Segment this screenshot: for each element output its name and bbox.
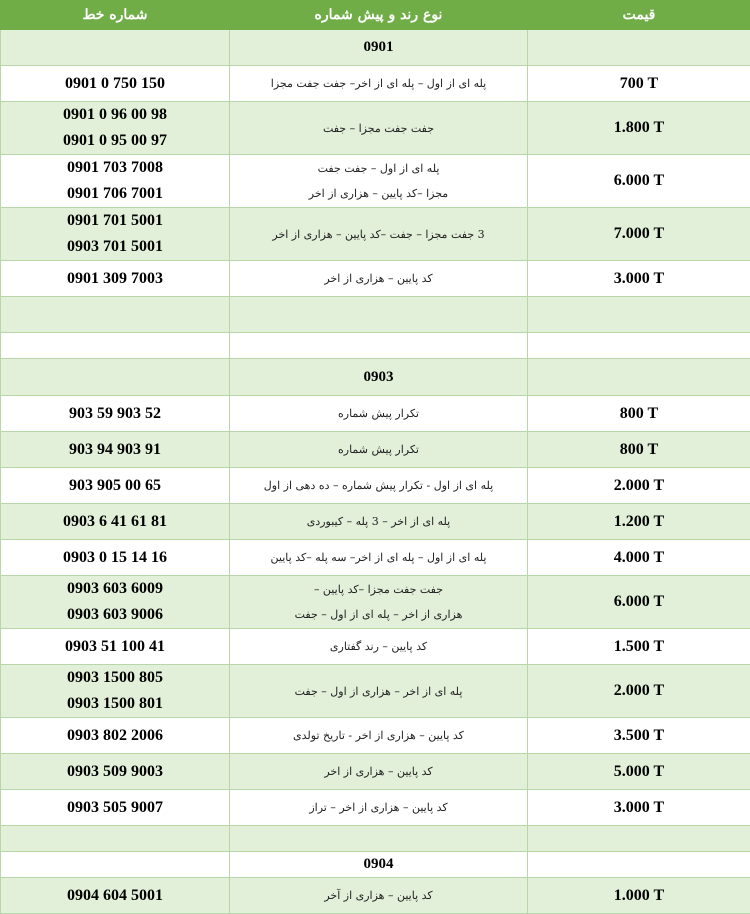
price: 1.500 T — [528, 629, 750, 665]
table-row — [1, 754, 750, 790]
rond-type: کد پایین – هزاری از اخر — [230, 754, 528, 790]
table-row — [1, 155, 750, 208]
section-row — [1, 30, 750, 66]
rond-type: پله ای از اول – پله ای از اخر– سه پله –کد پایین — [230, 540, 528, 576]
empty-row — [1, 297, 750, 333]
line-number: 903 59 903 52 — [1, 396, 230, 432]
line-number: 0901 701 5001 0903 701 5001 — [1, 208, 230, 261]
header-price: قیمت — [528, 1, 750, 30]
price: 3.000 T — [528, 261, 750, 297]
price: 6.000 T — [528, 576, 750, 629]
price: 5.000 T — [528, 754, 750, 790]
section-row — [1, 852, 750, 878]
price: 1.800 T — [528, 102, 750, 155]
price: 3.000 T — [528, 790, 750, 826]
rond-type: کد پایین – هزاری از آخر — [230, 878, 528, 914]
price: 4.000 T — [528, 540, 750, 576]
price: 6.000 T — [528, 155, 750, 208]
rond-type: پله ای از اول – جفت جفت مجزا –کد پایین – هزاری از اخر — [230, 155, 528, 208]
empty-row — [1, 826, 750, 852]
header-number: شماره خط — [1, 1, 230, 30]
price: 3.500 T — [528, 718, 750, 754]
price: 700 T — [528, 66, 750, 102]
line-number: 0903 1500 805 0903 1500 801 — [1, 665, 230, 718]
line-number: 903 905 00 65 — [1, 468, 230, 504]
rond-type: تکرار پیش شماره — [230, 396, 528, 432]
price: 800 T — [528, 432, 750, 468]
header-row — [1, 1, 750, 30]
line-number: 0903 0 15 14 16 — [1, 540, 230, 576]
price: 1.200 T — [528, 504, 750, 540]
line-number: 0901 0 750 150 — [1, 66, 230, 102]
section-title: 0903 — [230, 359, 528, 396]
line-number: 0903 603 6009 0903 603 9006 — [1, 576, 230, 629]
table-row — [1, 718, 750, 754]
rond-type: کد پایین – هزاری از اخر — [230, 261, 528, 297]
line-number: 0901 0 96 00 98 0901 0 95 00 97 — [1, 102, 230, 155]
table-row — [1, 396, 750, 432]
section-title: 0901 — [230, 30, 528, 66]
price: 2.000 T — [528, 468, 750, 504]
line-number: 0903 802 2006 — [1, 718, 230, 754]
table-row — [1, 261, 750, 297]
table-row — [1, 576, 750, 629]
table-row — [1, 504, 750, 540]
rond-type: جفت جفت مجزا – جفت — [230, 102, 528, 155]
price: 1.000 T — [528, 878, 750, 914]
line-number: 0903 509 9003 — [1, 754, 230, 790]
table-row — [1, 790, 750, 826]
table-row — [1, 665, 750, 718]
line-number: 0903 6 41 61 81 — [1, 504, 230, 540]
line-number: 0904 604 5001 — [1, 878, 230, 914]
line-number: 0901 703 7008 0901 706 7001 — [1, 155, 230, 208]
table-row — [1, 102, 750, 155]
line-number: 0903 505 9007 — [1, 790, 230, 826]
price: 800 T — [528, 396, 750, 432]
table-row — [1, 629, 750, 665]
header-type: نوع رند و پیش شماره — [230, 1, 528, 30]
section-title: 0904 — [230, 852, 528, 878]
price: 2.000 T — [528, 665, 750, 718]
rond-type: پله ای از اول – پله ای از اخر– جفت جفت مجزا — [230, 66, 528, 102]
table-row — [1, 432, 750, 468]
section-row — [1, 359, 750, 396]
rond-type: کد پایین – هزاری از اخر – تراز — [230, 790, 528, 826]
rond-type: کد پایین – رند گفتاری — [230, 629, 528, 665]
price: 7.000 T — [528, 208, 750, 261]
table-row — [1, 468, 750, 504]
rond-type: 3 جفت مجزا – جفت –کد پایین – هزاری از اخر — [230, 208, 528, 261]
line-number: 903 94 903 91 — [1, 432, 230, 468]
table-row — [1, 540, 750, 576]
line-number: 0903 51 100 41 — [1, 629, 230, 665]
rond-type: پله ای از اخر – 3 پله – کیبوردی — [230, 504, 528, 540]
rond-type: تکرار پیش شماره — [230, 432, 528, 468]
rond-type: کد پایین – هزاری از اخر - تاریخ تولدی — [230, 718, 528, 754]
table-row — [1, 66, 750, 102]
rond-type: پله ای از اول - تکرار پیش شماره – ده دهی از اول — [230, 468, 528, 504]
rond-type: جفت جفت مجزا –کد پایین – هزاری از اخر – پله ای از اول – جفت — [230, 576, 528, 629]
table-row — [1, 208, 750, 261]
empty-row — [1, 333, 750, 359]
table-row — [1, 878, 750, 914]
line-number: 0901 309 7003 — [1, 261, 230, 297]
rond-type: پله ای از اخر – هزاری از اول – جفت — [230, 665, 528, 718]
